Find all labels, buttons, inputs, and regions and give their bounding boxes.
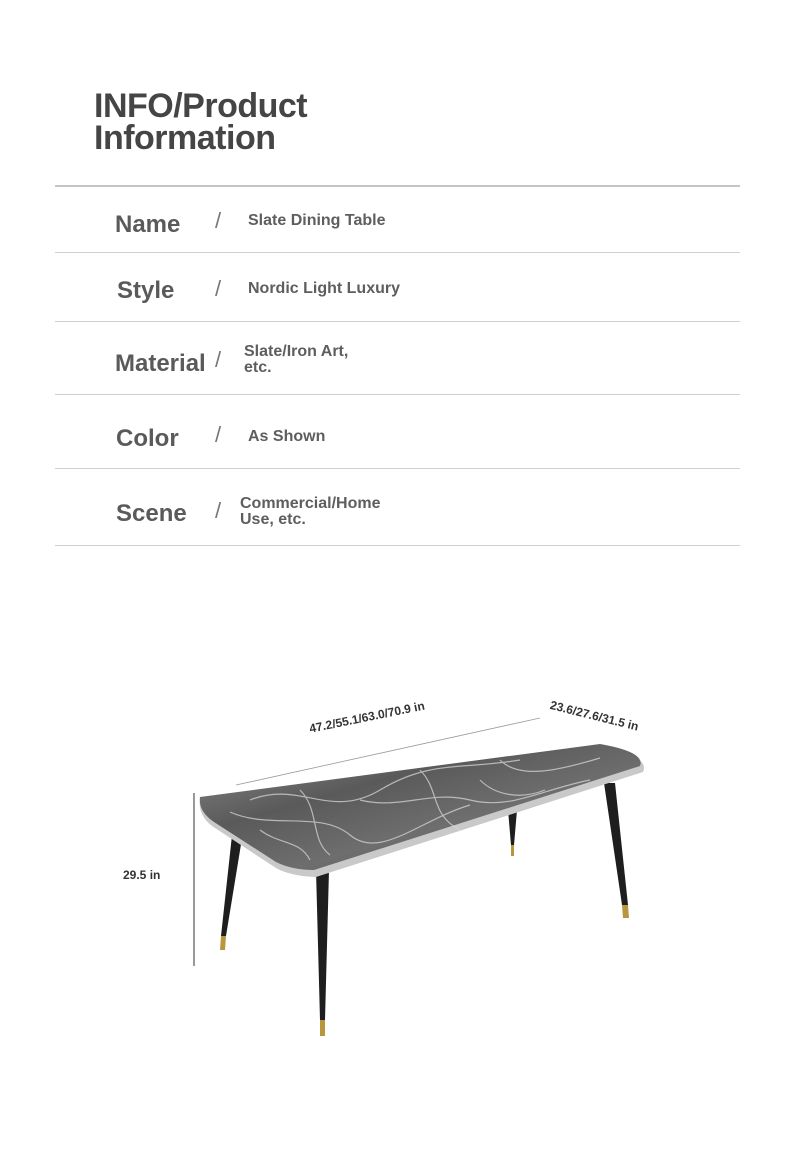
info-label: Name — [115, 211, 181, 238]
info-value — [244, 344, 348, 376]
info-label: Color — [116, 425, 179, 452]
length-dimension-label: 47.2/55.1/63.0/70.9 in — [308, 698, 426, 736]
info-value-line: etc. — [244, 359, 272, 376]
separator: / — [215, 208, 222, 233]
separator: / — [215, 276, 222, 301]
info-row-color — [55, 395, 740, 468]
table-bottom-divider — [55, 545, 740, 546]
info-label: Material — [115, 350, 206, 377]
info-value: Nordic Light Luxury — [248, 280, 400, 297]
info-value: As Shown — [248, 428, 326, 445]
info-value-line: Commercial/Home — [240, 495, 381, 512]
info-value-line: Slate/Iron Art, — [244, 343, 349, 360]
width-dimension-label: 23.6/27.6/31.5 in — [548, 698, 641, 734]
height-dimension-label: 29.5 in — [123, 868, 161, 882]
info-row-name — [55, 187, 740, 252]
info-value: Slate Dining Table — [248, 212, 386, 229]
info-label: Scene — [116, 500, 187, 527]
separator: / — [215, 347, 222, 372]
info-row-scene — [55, 469, 740, 545]
title-line-2: Information — [94, 119, 276, 157]
info-value — [240, 496, 381, 528]
info-row-material — [55, 322, 740, 394]
separator: / — [215, 498, 222, 523]
separator: / — [215, 422, 222, 447]
title-line-1: INFO/Product — [94, 87, 308, 125]
table-illustration — [0, 640, 790, 1060]
info-row-style — [55, 253, 740, 321]
tabletop-surface — [200, 744, 641, 870]
info-label: Style — [117, 277, 175, 304]
info-value-line: Use, etc. — [240, 511, 306, 528]
page-title — [94, 87, 308, 157]
